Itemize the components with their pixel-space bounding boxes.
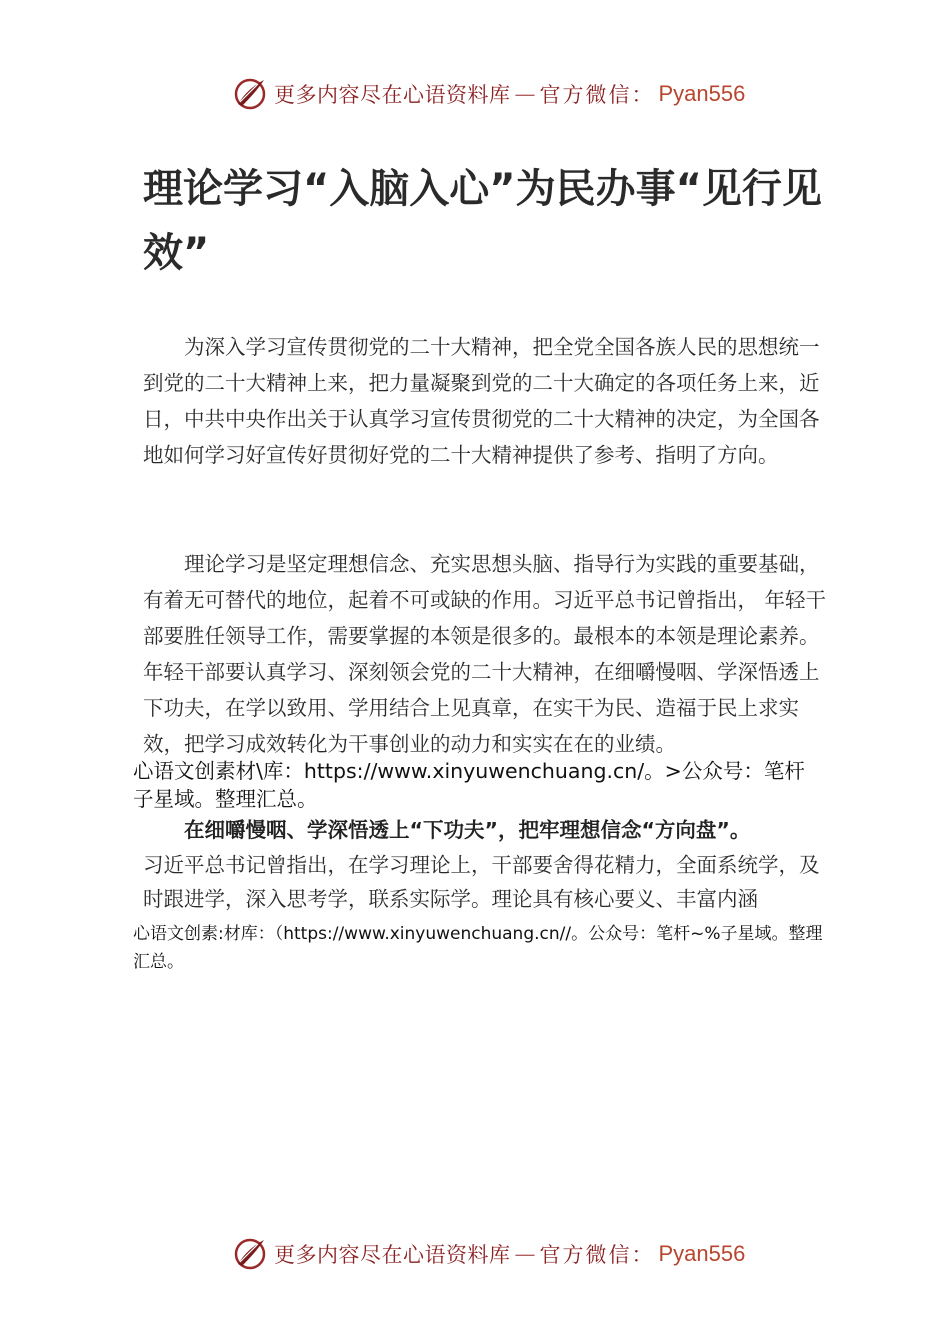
paragraph-theory-study: 理论学习是坚定理想信念、充实思想头脑、指导行为实践的重要基础，有着无可替代的地位，起着不可或缺的作用。习近平总书记曾指出， 年轻干部要胜任领导工作，需要掌握的本领是很多的。最根本的本领是理论素养。年轻干部要认真学习、深刻领会党的二十大精神，在细嚼慢咽、学深悟透上下功夫，在学以致用、学用结合上见真章，在实干为民、造福于民上求实效，把学习成效转化为干事创业的动力和实实在在的业绩。 [143,552,827,756]
section-heading: 在细嚼慢咽、学深悟透上“下功夫”，把牢理想信念“方向盘”。 [184,818,751,842]
source-note-2: 心语文创素:材库：（https://www.xinyuwenchuang.cn//。公众号：笔杆~%子星域。整理汇总。 [133,924,823,972]
footer-banner [230,1232,745,1276]
header-slogan: 更多内容尽在心语资料库 [274,83,511,107]
quill-logo-icon [230,1234,270,1274]
paragraph-intro: 为深入学习宣传贯彻党的二十大精神，把全党全国各族人民的思想统一到党的二十大精神上来，把力量凝聚到党的二十大确定的各项任务上来，近日，中共中央作出关于认真学习宣传贯彻党的二十大精神的决定，为全国各地如何学习好宣传好贯彻好党的二十大精神提供了参考、指明了方向。 [143,335,820,467]
footer-slogan: 更多内容尽在心语资料库 [274,1243,511,1267]
article-title: 理论学习“入脑入心”为民办事“见行见效” [143,166,822,276]
header-wechat-label: 官方微信： [539,83,655,107]
header-wechat-id: Pyan556 [658,81,746,106]
paragraph-section-body: 习近平总书记曾指出，在学习理论上，干部要舍得花精力，全面系统学，及时跟进学，深入思考学，联系实际学。理论具有核心要义、丰富内涵 [143,853,820,911]
footer-wechat-label: 官方微信： [539,1243,655,1267]
header-dash: — [514,82,536,106]
header-banner [230,72,745,116]
source-note: 心语文创素材\库：https://www.xinyuwenchuang.cn/。>公众号：笔杆子星域。整理汇总。 [133,759,805,811]
footer-dash: — [514,1242,536,1266]
footer-wechat-id: Pyan556 [658,1241,746,1266]
quill-logo-icon [230,74,270,114]
